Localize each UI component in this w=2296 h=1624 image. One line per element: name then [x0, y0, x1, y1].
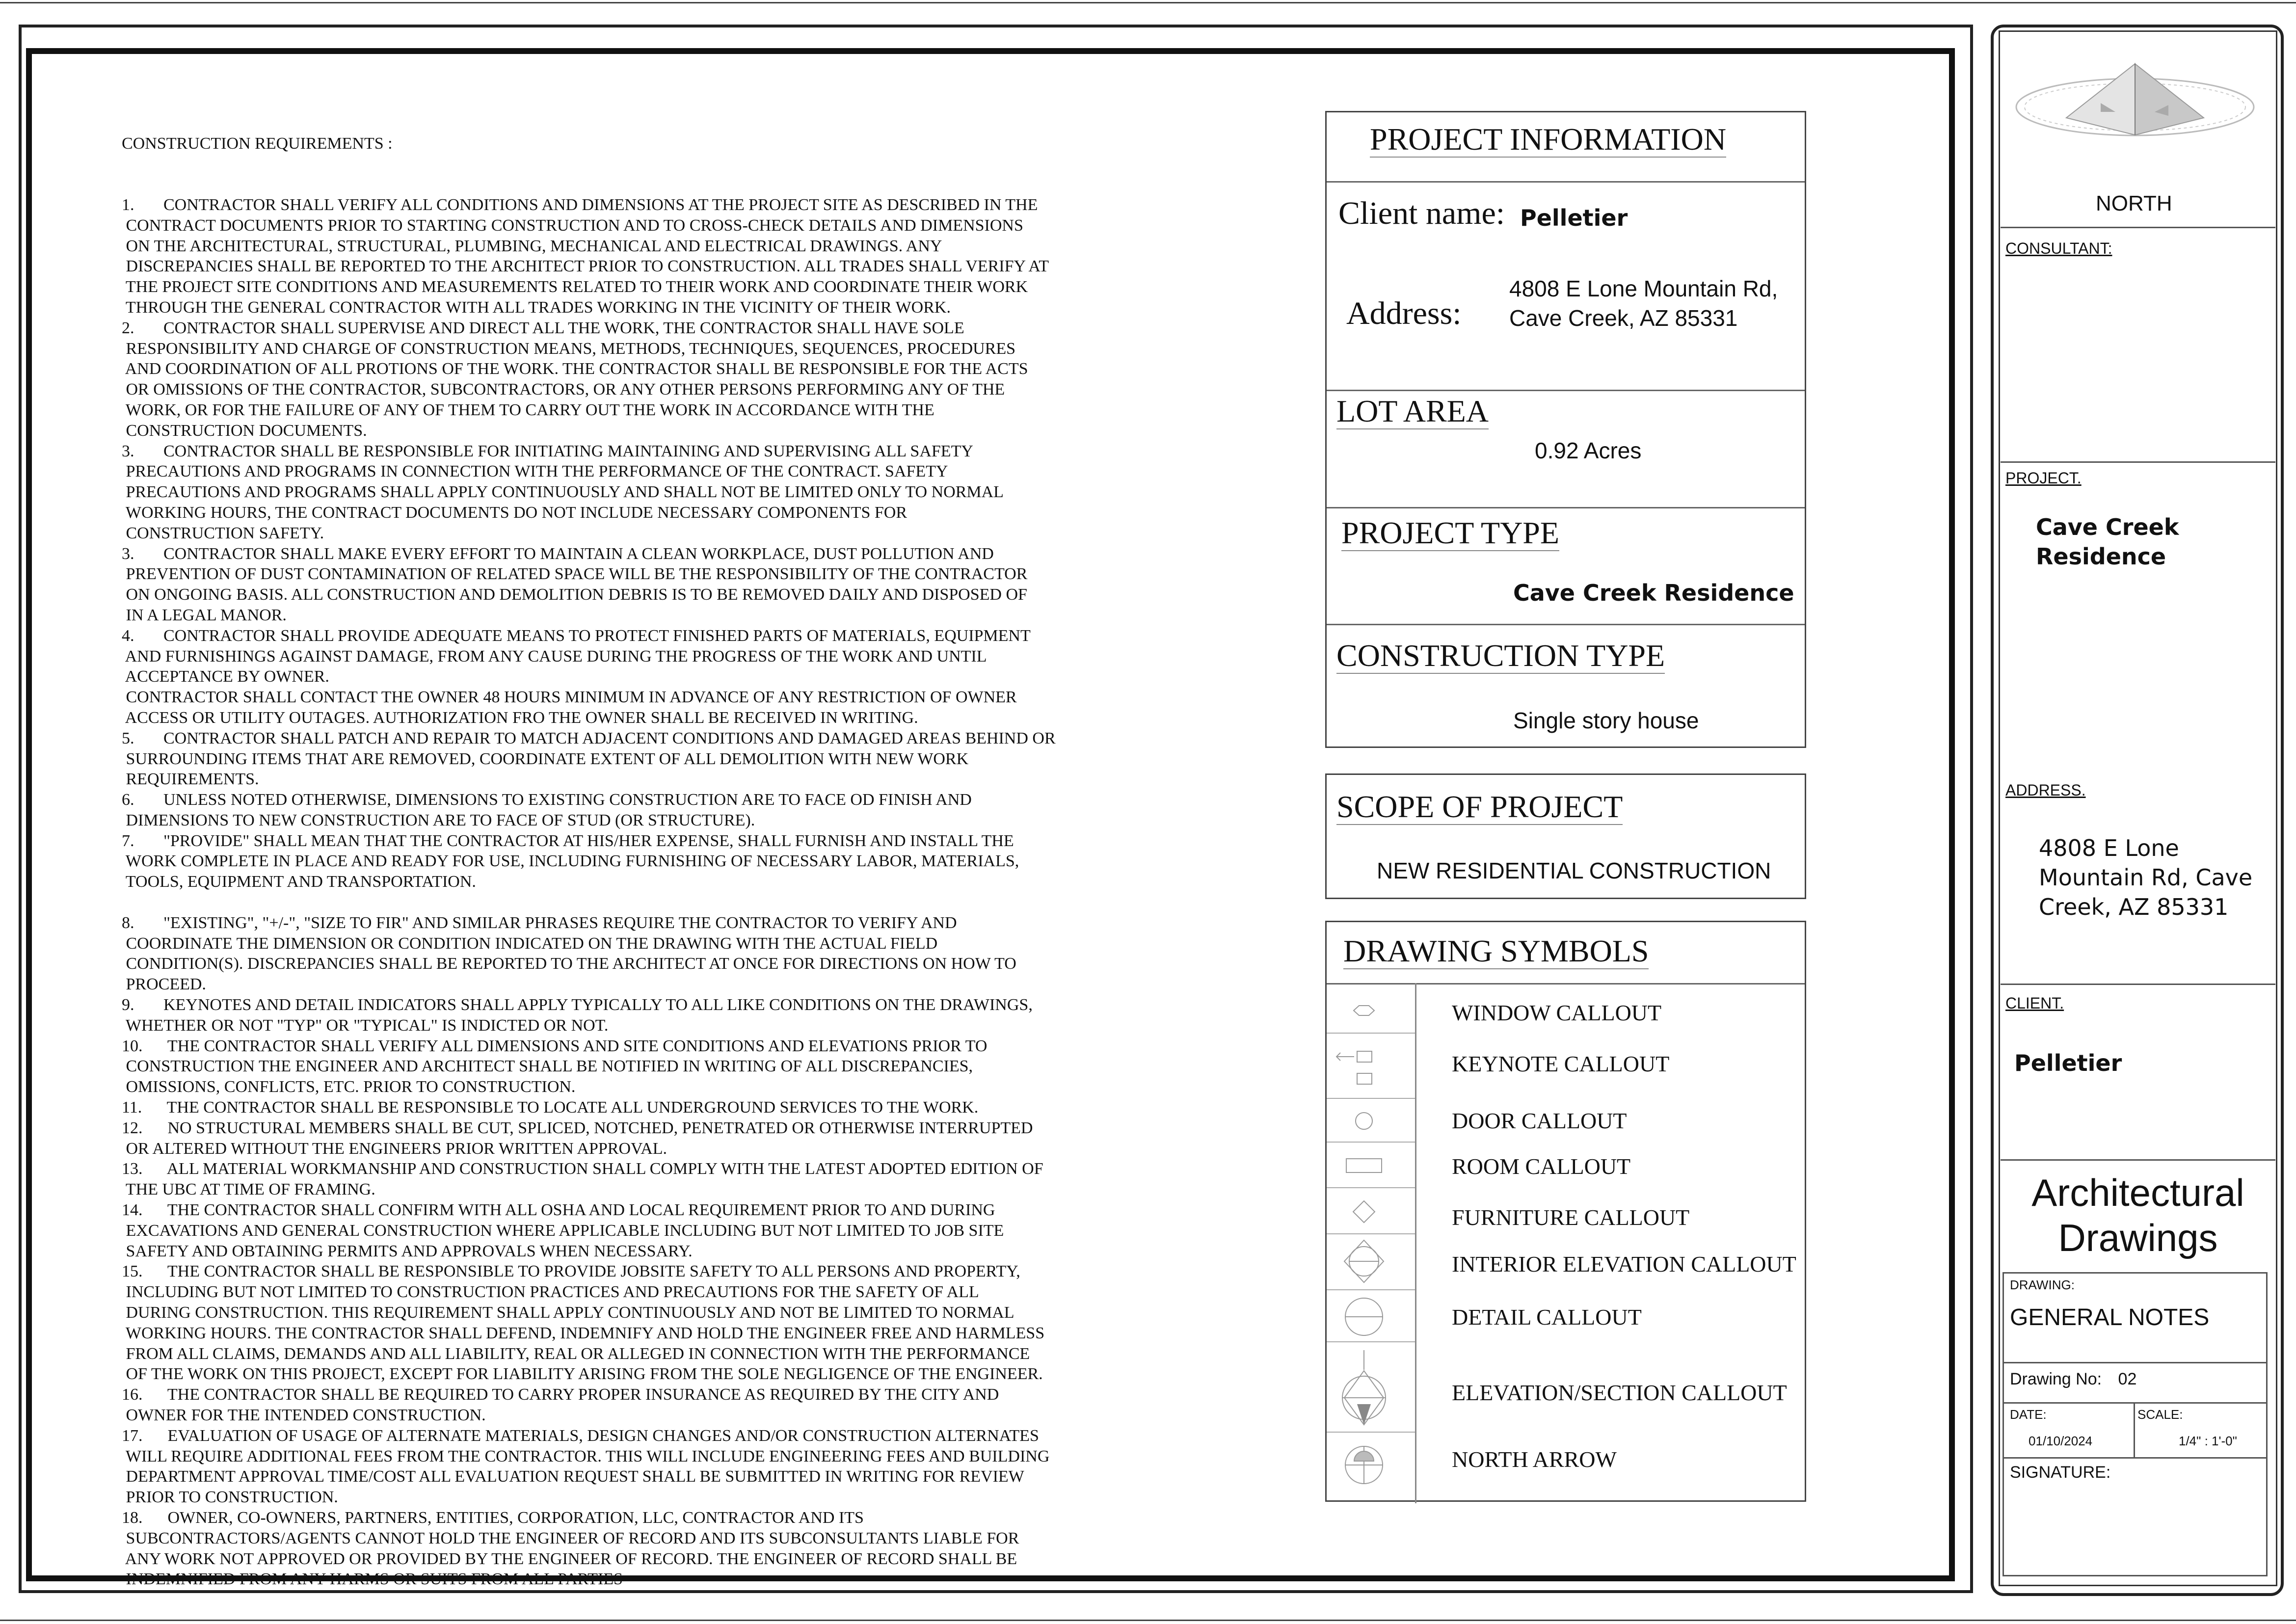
note-line: INDEMNIFIED FROM ANY HARMS OR SUITS FROM ALL PARTIES — [122, 1570, 623, 1589]
note-line: 12. NO STRUCTURAL MEMBERS SHALL BE CUT, SPLICED, NOTCHED, PENETRATED OR OTHERWISE INTERRUPTED — [122, 1118, 1033, 1137]
drawing-number — [2010, 1370, 2136, 1389]
note-line: 14. THE CONTRACTOR SHALL CONFIRM WITH ALL OSHA AND LOCAL REQUIREMENT PRIOR TO AND DURING — [122, 1201, 995, 1220]
symbol-label: WINDOW CALLOUT — [1452, 1000, 1662, 1025]
keynote-icon — [1327, 1038, 1415, 1092]
construction-requirements-notes — [122, 92, 1182, 1610]
address-label: ADDRESS. — [2005, 781, 2086, 799]
note-line: OWNER FOR THE INTENDED CONSTRUCTION. — [122, 1406, 486, 1424]
scope-of-project-box — [1325, 773, 1806, 899]
consultant-label: CONSULTANT: — [2005, 240, 2112, 257]
symbol-label: KEYNOTE CALLOUT — [1452, 1051, 1670, 1076]
note-line: PRECAUTIONS AND PROGRAMS IN CONNECTION WITH THE PERFORMANCE OF THE CONTRACT. SAFETY — [122, 462, 948, 481]
note-line: EXCAVATIONS AND GENERAL CONSTRUCTION WHERE APPLICABLE INCLUDING BUT NOT LIMITED TO JOB SITE — [122, 1221, 1004, 1240]
compass-logo-icon — [2012, 54, 2258, 177]
lot-area-title: LOT AREA — [1336, 394, 1489, 428]
divider — [2004, 1362, 2266, 1363]
symbols-column-divider — [1415, 983, 1416, 1503]
notes-lines — [122, 195, 1182, 1590]
elevation-section-icon — [1327, 1346, 1415, 1430]
client-name: Pelletier — [2014, 1050, 2122, 1076]
note-line: 13. ALL MATERIAL WORKMANSHIP AND CONSTRUCTION SHALL COMPLY WITH THE LATEST ADOPTED EDITION OF — [122, 1160, 1043, 1178]
detail-icon — [1327, 1293, 1415, 1340]
drawing-info-table — [2002, 1272, 2268, 1576]
note-line: 11. THE CONTRACTOR SHALL BE RESPONSIBLE TO LOCATE ALL UNDERGROUND SERVICES TO THE WORK. — [122, 1098, 979, 1117]
note-line: 7. "PROVIDE" SHALL MEAN THAT THE CONTRACTOR AT HIS/HER EXPENSE, SHALL FURNISH AND INSTALL THE — [122, 831, 1014, 850]
note-line: DEPARTMENT APPROVAL TIME/COST ALL EVALUATION REQUEST SHALL BE SUBMITTED IN WRITING FOR REVIEW — [122, 1467, 1024, 1486]
client-name-value: Pelletier — [1520, 205, 1628, 231]
project-name-line-2: Residence — [2036, 543, 2166, 570]
divider — [1327, 507, 1805, 508]
symbol-label: ROOM CALLOUT — [1452, 1154, 1631, 1179]
note-line: REQUIREMENTS. — [122, 770, 259, 789]
bottom-edge-line — [0, 1620, 2296, 1621]
address-line-3: Creek, AZ 85331 — [2039, 894, 2229, 920]
note-line: 18. OWNER, CO-OWNERS, PARTNERS, ENTITIES, CORPORATION, LLC, CONTRACTOR AND ITS — [122, 1508, 864, 1527]
note-line: WORK COMPLETE IN PLACE AND READY FOR USE, INCLUDING FURNISHING OF NECESSARY LABOR, MATERIALS, — [122, 852, 1019, 871]
symbol-row-divider — [1327, 1033, 1415, 1034]
project-type-value: Cave Creek Residence — [1513, 580, 1794, 606]
signature-label: SIGNATURE: — [2010, 1463, 2111, 1482]
scale-label: SCALE: — [2137, 1407, 2183, 1422]
note-line: WILL REQUIRE ADDITIONAL FEES FROM THE CONTRACTOR. THIS WILL INCLUDE ENGINEERING FEES AND BUILDING — [122, 1447, 1050, 1465]
address-label: Address: — [1346, 295, 1462, 331]
note-line: THROUGH THE GENERAL CONTRACTOR WITH ALL TRADES WORKING IN THE VICINITY OF THEIR WORK. — [122, 298, 951, 317]
client-label: CLIENT. — [2005, 994, 2064, 1012]
north-arrow-icon — [1327, 1436, 1415, 1499]
note-line: WHETHER OR NOT "TYP" OR "TYPICAL" IS INDICTED OR NOT. — [122, 1016, 609, 1035]
note-line: AND FURNISHINGS AGAINST DAMAGE, FROM ANY CAUSE DURING THE PROGRESS OF THE WORK AND UNTIL — [122, 647, 987, 666]
symbol-label: FURNITURE CALLOUT — [1452, 1205, 1690, 1230]
construction-type-value: Single story house — [1513, 708, 1699, 733]
construction-type-title: CONSTRUCTION TYPE — [1336, 638, 1665, 673]
note-line: THE PROJECT SITE CONDITIONS AND MEASUREMENTS RELATED TO THEIR WORK AND COORDINATE THEIR WORK — [122, 278, 1028, 296]
note-line: PRIOR TO CONSTRUCTION. — [122, 1488, 338, 1507]
divider — [2001, 461, 2275, 463]
note-line: 4. CONTRACTOR SHALL PROVIDE ADEQUATE MEANS TO PROTECT FINISHED PARTS OF MATERIALS, EQUIPMENT — [122, 626, 1031, 645]
note-line: TOOLS, EQUIPMENT AND TRANSPORTATION. — [122, 873, 476, 891]
note-line: AND COORDINATION OF ALL PROTIONS OF THE WORK. THE CONTRACTOR SHALL BE RESPONSIBLE FOR THE ACTS — [122, 360, 1028, 378]
note-line: CONSTRUCTION SAFETY. — [122, 524, 324, 542]
note-line: CONSTRUCTION DOCUMENTS. — [122, 421, 367, 440]
note-line: THE UBC AT TIME OF FRAMING. — [122, 1180, 375, 1199]
note-line: OR ALTERED WITHOUT THE ENGINEERS PRIOR WRITTEN APPROVAL. — [122, 1139, 667, 1158]
address-line-1: 4808 E Lone — [2039, 835, 2179, 861]
address-line-2: Cave Creek, AZ 85331 — [1509, 305, 1738, 331]
note-line: DURING CONSTRUCTION. THIS REQUIREMENT SHALL APPLY CONTINUOUSLY AND NOT BE LIMITED TO NORMAL — [122, 1304, 1015, 1322]
note-line: SUBCONTRACTORS/AGENTS CANNOT HOLD THE ENGINEER OF RECORD AND ITS SUBCONSULTANTS LIABLE FOR — [122, 1529, 1019, 1547]
note-line: WORKING HOURS. THE CONTRACTOR SHALL DEFEND, INDEMNIFY AND HOLD THE ENGINEER FREE AND HARMLESS — [122, 1324, 1045, 1342]
symbol-label: DETAIL CALLOUT — [1452, 1305, 1642, 1330]
date-value: 01/10/2024 — [2029, 1434, 2093, 1448]
note-line — [122, 892, 1182, 913]
note-line: CONTRACT DOCUMENTS PRIOR TO STARTING CONSTRUCTION AND TO CROSS-CHECK DETAILS AND DIMENSIONS — [122, 216, 1023, 235]
symbol-row-divider — [1327, 1187, 1415, 1188]
note-line: 16. THE CONTRACTOR SHALL BE REQUIRED TO CARRY PROPER INSURANCE AS REQUIRED BY THE CITY AND — [122, 1385, 999, 1404]
hexagon-icon — [1327, 996, 1415, 1025]
note-line: CONSTRUCTION THE ENGINEER AND ARCHITECT SHALL BE NOTIFIED IN WRITING OF ALL DISCREPANCIES, — [122, 1057, 973, 1076]
note-line: 6. UNLESS NOTED OTHERWISE, DIMENSIONS TO EXISTING CONSTRUCTION ARE TO FACE OD FINISH AND — [122, 791, 972, 809]
address-line-2: Mountain Rd, Cave — [2039, 864, 2253, 891]
note-line: FROM ALL CLAIMS, DEMANDS AND ALL LIABILITY, REAL OR ALLEGED IN CONNECTION WITH THE PERFORMANCE — [122, 1344, 1030, 1363]
symbol-row-divider — [1327, 1341, 1415, 1342]
date-label: DATE: — [2010, 1407, 2047, 1422]
note-line: OR OMISSIONS OF THE CONTRACTOR, SUBCONTRACTORS, OR ANY OTHER PERSONS PERFORMING ANY OF THE — [122, 380, 1005, 399]
address-line-1: 4808 E Lone Mountain Rd, — [1509, 276, 1778, 301]
north-label: NORTH — [2096, 191, 2172, 215]
client-name-label: Client name: — [1338, 195, 1505, 231]
drawing-symbols-title: DRAWING SYMBOLS — [1343, 933, 1649, 968]
rectangle-icon — [1327, 1148, 1415, 1182]
notes-title: CONSTRUCTION REQUIREMENTS : — [122, 134, 393, 153]
scope-title: SCOPE OF PROJECT — [1336, 789, 1623, 824]
scale-value: 1/4" : 1'-0" — [2179, 1434, 2237, 1448]
project-label: PROJECT. — [2005, 469, 2082, 487]
note-line: ON ONGOING BASIS. ALL CONSTRUCTION AND DEMOLITION DEBRIS IS TO BE REMOVED DAILY AND DISPOSED OF — [122, 586, 1027, 604]
note-line: CONTRACTOR SHALL CONTACT THE OWNER 48 HOURS MINIMUM IN ADVANCE OF ANY RESTRICTION OF OWNER — [122, 688, 1017, 707]
note-line: DISCREPANCIES SHALL BE REPORTED TO THE ARCHITECT PRIOR TO CONSTRUCTION. ALL TRADES SHALL VERIFY AT — [122, 257, 1049, 276]
symbol-label: ELEVATION/SECTION CALLOUT — [1452, 1380, 1787, 1405]
note-line: OMISSIONS, CONFLICTS, ETC. PRIOR TO CONSTRUCTION. — [122, 1078, 576, 1096]
note-line: 1. CONTRACTOR SHALL VERIFY ALL CONDITIONS AND DIMENSIONS AT THE PROJECT SITE AS DESCRIBED IN THE — [122, 195, 1038, 214]
note-line: INCLUDING BUT NOT LIMITED TO CONSTRUCTION PRACTICES AND PRECAUTIONS FOR THE SAFETY OF ALL — [122, 1283, 979, 1302]
divider — [1327, 181, 1805, 183]
note-line: 3. CONTRACTOR SHALL MAKE EVERY EFFORT TO MAINTAIN A CLEAN WORKPLACE, DUST POLLUTION AND — [122, 544, 994, 563]
symbol-label: INTERIOR ELEVATION CALLOUT — [1452, 1251, 1796, 1277]
drawing-no-label: Drawing No: — [2010, 1370, 2102, 1388]
note-line: DIMENSIONS TO NEW CONSTRUCTION ARE TO FACE OF STUD (OR STRUCTURE). — [122, 811, 755, 829]
note-line: ANY WORK NOT APPROVED OR PROVIDED BY THE ENGINEER OF RECORD. THE ENGINEER OF RECORD SHALL BE — [122, 1549, 1017, 1568]
divider — [2001, 227, 2275, 228]
symbol-row-divider — [1327, 1289, 1415, 1290]
note-line: ACCEPTANCE BY OWNER. — [122, 667, 329, 686]
project-information-title: PROJECT INFORMATION — [1370, 122, 1727, 157]
note-line: ON THE ARCHITECTURAL, STRUCTURAL, PLUMBING, MECHANICAL AND ELECTRICAL DRAWINGS. ANY — [122, 237, 942, 255]
divider — [2004, 1402, 2266, 1404]
note-line: PRECAUTIONS AND PROGRAMS SHALL APPLY CONTINUOUSLY AND SHALL NOT BE LIMITED ONLY TO NORMAL — [122, 483, 1004, 502]
note-line: SAFETY AND OBTAINING PERMITS AND APPROVALS WHEN NECESSARY. — [122, 1242, 693, 1260]
divider — [2001, 984, 2275, 985]
top-edge-line — [0, 2, 2296, 3]
note-line: 17. EVALUATION OF USAGE OF ALTERNATE MATERIALS, DESIGN CHANGES AND/OR CONSTRUCTION ALTERNATES — [122, 1426, 1039, 1445]
diamond-icon — [1327, 1192, 1415, 1231]
note-line: 2. CONTRACTOR SHALL SUPERVISE AND DIRECT ALL THE WORK, THE CONTRACTOR SHALL HAVE SOLE — [122, 319, 964, 337]
symbol-row-divider — [1327, 1098, 1415, 1099]
note-line: 15. THE CONTRACTOR SHALL BE RESPONSIBLE TO PROVIDE JOBSITE SAFETY TO ALL PERSONS AND PROPERTY, — [122, 1262, 1020, 1281]
divider — [2004, 1457, 2266, 1459]
note-line: 9. KEYNOTES AND DETAIL INDICATORS SHALL APPLY TYPICALLY TO ALL LIKE CONDITIONS ON THE DRAWINGS, — [122, 996, 1033, 1014]
project-name-line-1: Cave Creek — [2036, 514, 2179, 540]
note-line: ACCESS OR UTILITY OUTAGES. AUTHORIZATION FRO THE OWNER SHALL BE RECEIVED IN WRITING. — [122, 708, 918, 727]
symbol-row-divider — [1327, 1142, 1415, 1143]
note-line: CONDITION(S). DISCREPANCIES SHALL BE REPORTED TO THE ARCHITECT AT ONCE FOR DIRECTIONS ON HOW TO — [122, 955, 1016, 973]
project-type-title: PROJECT TYPE — [1341, 515, 1559, 550]
address-value — [2039, 833, 2252, 922]
note-line: PREVENTION OF DUST CONTAMINATION OF RELATED SPACE WILL BE THE RESPONSIBILITY OF THE CONTRACTOR — [122, 565, 1028, 584]
note-line: 8. "EXISTING", "+/-", "SIZE TO FIR" AND SIMILAR PHRASES REQUIRE THE CONTRACTOR TO VERIFY AND — [122, 913, 957, 932]
interior-elevation-icon — [1327, 1234, 1415, 1288]
note-line: WORKING HOURS, THE CONTRACT DOCUMENTS DO NOT INCLUDE NECESSARY COMPONENTS FOR — [122, 503, 908, 522]
drawing-symbols-box — [1325, 921, 1806, 1502]
note-line: PROCEED. — [122, 975, 206, 994]
circle-icon — [1327, 1104, 1415, 1138]
note-line: 3. CONTRACTOR SHALL BE RESPONSIBLE FOR INITIATING MAINTAINING AND SUPERVISING ALL SAFETY — [122, 442, 973, 460]
project-name — [2036, 512, 2179, 571]
divider — [1327, 983, 1805, 985]
note-line: 10. THE CONTRACTOR SHALL VERIFY ALL DIMENSIONS AND SITE CONDITIONS AND ELEVATIONS PRIOR TO — [122, 1037, 988, 1055]
divider — [1327, 624, 1805, 625]
sheet-heading-line-2: Drawings — [2058, 1216, 2218, 1259]
sheet-heading — [2001, 1170, 2275, 1260]
divider — [2001, 1159, 2275, 1161]
project-information-box — [1325, 111, 1806, 748]
divider — [1327, 390, 1805, 391]
drawing-label: DRAWING: — [2010, 1278, 2075, 1292]
note-line: COORDINATE THE DIMENSION OR CONDITION INDICATED ON THE DRAWING WITH THE ACTUAL FIELD — [122, 934, 938, 953]
symbol-label: DOOR CALLOUT — [1452, 1108, 1627, 1133]
drawing-no-value: 02 — [2118, 1370, 2137, 1388]
note-line: 5. CONTRACTOR SHALL PATCH AND REPAIR TO MATCH ADJACENT CONDITIONS AND DAMAGED AREAS BEHIND OR — [122, 729, 1056, 747]
drawing-name: GENERAL NOTES — [2010, 1305, 2210, 1331]
note-line: RESPONSIBILITY AND CHARGE OF CONSTRUCTION MEANS, METHODS, TECHNIQUES, SEQUENCES, PROCEDURES — [122, 339, 1016, 358]
scope-value: NEW RESIDENTIAL CONSTRUCTION — [1377, 858, 1771, 883]
symbol-label: NORTH ARROW — [1452, 1447, 1617, 1472]
sheet-heading-line-1: Architectural — [2031, 1171, 2244, 1214]
symbol-row-divider — [1327, 1432, 1415, 1433]
note-line: SURROUNDING ITEMS THAT ARE REMOVED, COORDINATE EXTENT OF ALL DEMOLITION WITH NEW WORK — [122, 749, 969, 768]
date-scale-divider — [2134, 1402, 2135, 1457]
note-line: IN A LEGAL MANOR. — [122, 606, 287, 624]
note-line: OF THE WORK ON THIS PROJECT, EXCEPT FOR LIABILITY ARISING FROM THE SOLE NEGLIGENCE OF THE ENGINEER. — [122, 1365, 1043, 1384]
note-line: WORK, OR FOR THE FAILURE OF ANY OF THEM TO CARRY OUT THE WORK IN ACCORDANCE WITH THE — [122, 400, 934, 419]
lot-area-value: 0.92 Acres — [1535, 438, 1642, 463]
